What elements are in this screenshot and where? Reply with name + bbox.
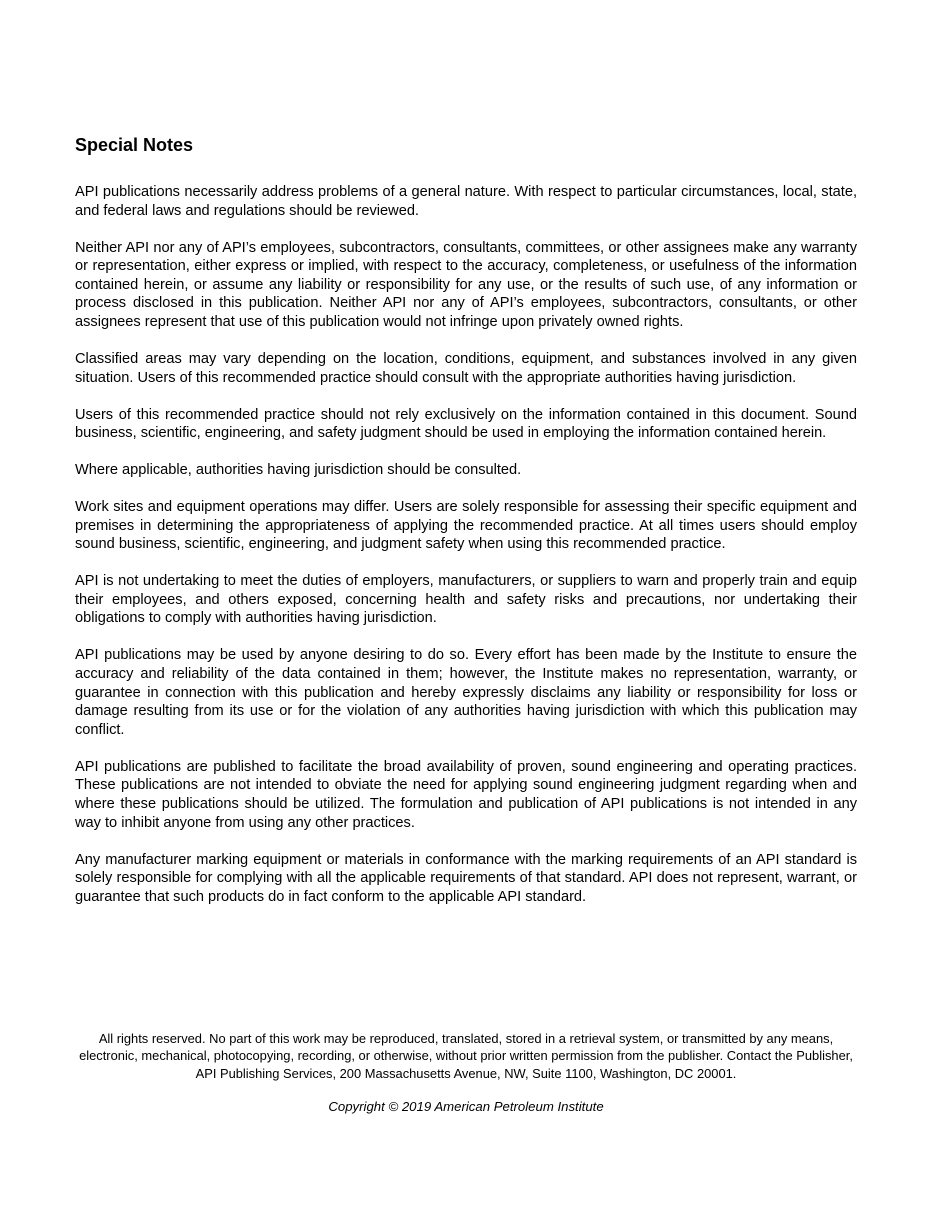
- paragraph-work-sites: Work sites and equipment operations may differ. Users are solely responsible for assessing their specific equipment and premises in determining the appropriateness of applying the recommended practice. At all times users should employ sound business, scientific, engineering, and judgment safety when using this recommended practice.: [75, 499, 857, 553]
- paragraph-broad-availability: API publications are published to facilitate the broad availability of proven, sound engineering and operating practices. These publications are not intended to obviate the need for applying sound engineering judgment regarding when and where these publications should be utilized. The formulation and publication of API publications is not intended in any way to inhibit anyone from using any other practices.: [75, 758, 857, 831]
- paragraph-not-rely-exclusively: Users of this recommended practice should not rely exclusively on the information contained in this document. Sound business, scientific, engineering, and safety judgment should be used in employing the information contained herein.: [75, 406, 857, 442]
- paragraph-no-warranty: Neither API nor any of API’s employees, subcontractors, consultants, committees, or other assignees make any warranty or representation, either express or implied, with respect to the accuracy, completeness, or usefulness of the information contained herein, or assume any liability or responsibility for any use, or the results of such use, of any information or process disclosed in this publication. Neither API nor any of API’s employees, subcontractors, consultants, or other assignees represent that use of this publication would not infringe upon privately owned rights.: [75, 239, 857, 330]
- page-title: Special Notes: [75, 135, 194, 155]
- page-footer: [75, 1030, 857, 1115]
- paragraph-use-by-anyone: API publications may be used by anyone desiring to do so. Every effort has been made by the Institute to ensure the accuracy and reliability of the data contained in them; however, the Institute makes no representation, warranty, or guarantee in connection with this publication and hereby expressly disclaims any liability or responsibility for loss or damage resulting from its use or for the violation of any authorities having jurisdiction with which this publication may conflict.: [75, 647, 857, 738]
- rights-notice: All rights reserved. No part of this work may be reproduced, translated, stored in a retrieval system, or transmitted by any means, electronic, mechanical, photocopying, recording, or otherwise, without prior written permission from the publisher. Contact the Publisher, API Publishing Services, 200 Massachusetts Avenue, NW, Suite 1100, Washington, DC 20001.: [79, 1031, 853, 1081]
- paragraph-authorities: Where applicable, authorities having jurisdiction should be consulted.: [75, 462, 522, 479]
- paragraph-manufacturer-marking: Any manufacturer marking equipment or materials in conformance with the marking requirements of an API standard is solely responsible for complying with all the applicable requirements of that standard. API does not represent, warrant, or guarantee that such products do in fact conform to the applicable API standard.: [75, 851, 857, 905]
- special-notes-section: [75, 132, 857, 925]
- paragraph-duties-of-employers: API is not undertaking to meet the duties of employers, manufacturers, or suppliers to warn and properly train and equip their employees, and others exposed, concerning health and safety risks and precautions, nor undertaking their obligations to comply with authorities having jurisdiction.: [75, 573, 857, 627]
- paragraph-classified-areas: Classified areas may vary depending on the location, conditions, equipment, and substances involved in any given situation. Users of this recommended practice should consult with the appropriate authorities having jurisdiction.: [75, 350, 857, 386]
- copyright-notice: Copyright © 2019 American Petroleum Institute: [328, 1098, 604, 1114]
- paragraph-general-nature: API publications necessarily address problems of a general nature. With respect to particular circumstances, local, state, and federal laws and regulations should be reviewed.: [75, 184, 857, 219]
